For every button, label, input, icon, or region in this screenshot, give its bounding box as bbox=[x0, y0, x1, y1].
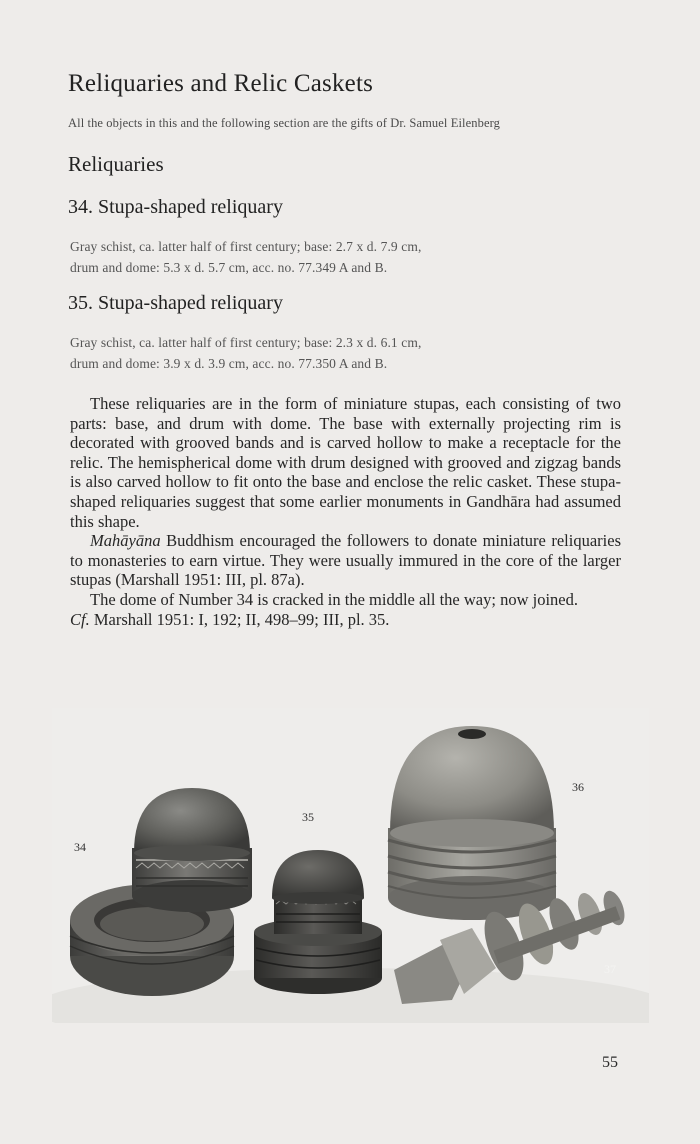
reference-text: Marshall 1951: I, 192; II, 498–99; III, pl. 35. bbox=[89, 609, 390, 629]
entry-35-meta bbox=[70, 332, 421, 374]
body-text bbox=[70, 394, 621, 629]
paragraph-reference bbox=[70, 610, 621, 630]
entry-34-meta-line2: drum and dome: 5.3 x d. 5.7 cm, acc. no. 77.349 A and B. bbox=[70, 260, 388, 275]
reliquary-34-dome bbox=[132, 788, 252, 912]
subsection-heading: Reliquaries bbox=[68, 152, 164, 176]
photograph-illustration bbox=[52, 708, 649, 1023]
label-34: 34 bbox=[74, 840, 86, 854]
gift-note: All the objects in this and the following section are the gifts of Dr. Samuel Eilenberg bbox=[68, 116, 500, 130]
entry-35-title: 35. Stupa-shaped reliquary bbox=[68, 292, 283, 314]
reliquaries-photograph bbox=[52, 708, 649, 1023]
page-number: 55 bbox=[602, 1054, 618, 1071]
label-35: 35 bbox=[302, 810, 314, 824]
cf-abbrev: Cf. bbox=[70, 609, 90, 629]
paragraph-mahayana bbox=[70, 531, 621, 590]
label-36: 36 bbox=[572, 780, 584, 794]
section-heading: Reliquaries and Relic Caskets bbox=[68, 70, 374, 97]
entry-34-meta bbox=[70, 236, 421, 278]
label-37: 37 bbox=[604, 962, 616, 976]
paragraph-description: These reliquaries are in the form of miniature stupas, each consisting of two parts: base, and drum with dome. The base with externally projecting rim is decorated with grooved bands and is carved hollow to make a receptacle for the relic. The hemispherical dome with drum designed with grooved and zigzag bands is also carved hollow to fit onto the base and enclose the relic casket. These stupa-shaped reliquaries suggest that some earlier monuments in Gandhāra had assumed this shape. bbox=[70, 394, 621, 531]
entry-34-title: 34. Stupa-shaped reliquary bbox=[68, 196, 283, 218]
entry-34-meta-line1: Gray schist, ca. latter half of first century; base: 2.7 x d. 7.9 cm, bbox=[70, 239, 422, 254]
paragraph-mahayana-text: Buddhism encouraged the followers to donate miniature reliquaries to monasteries to earn virtue. They were usually immured in the core of the larger stupas (Marshall 1951: III, pl. 87a). bbox=[70, 531, 621, 590]
entry-35-meta-line1: Gray schist, ca. latter half of first century; base: 2.3 x d. 6.1 cm, bbox=[70, 335, 422, 350]
paragraph-condition: The dome of Number 34 is cracked in the middle all the way; now joined. bbox=[90, 589, 578, 609]
entry-35-meta-line2: drum and dome: 3.9 x d. 3.9 cm, acc. no. 77.350 A and B. bbox=[70, 356, 388, 371]
reliquary-36 bbox=[388, 726, 556, 920]
italic-term: Mahāyāna bbox=[90, 531, 161, 551]
